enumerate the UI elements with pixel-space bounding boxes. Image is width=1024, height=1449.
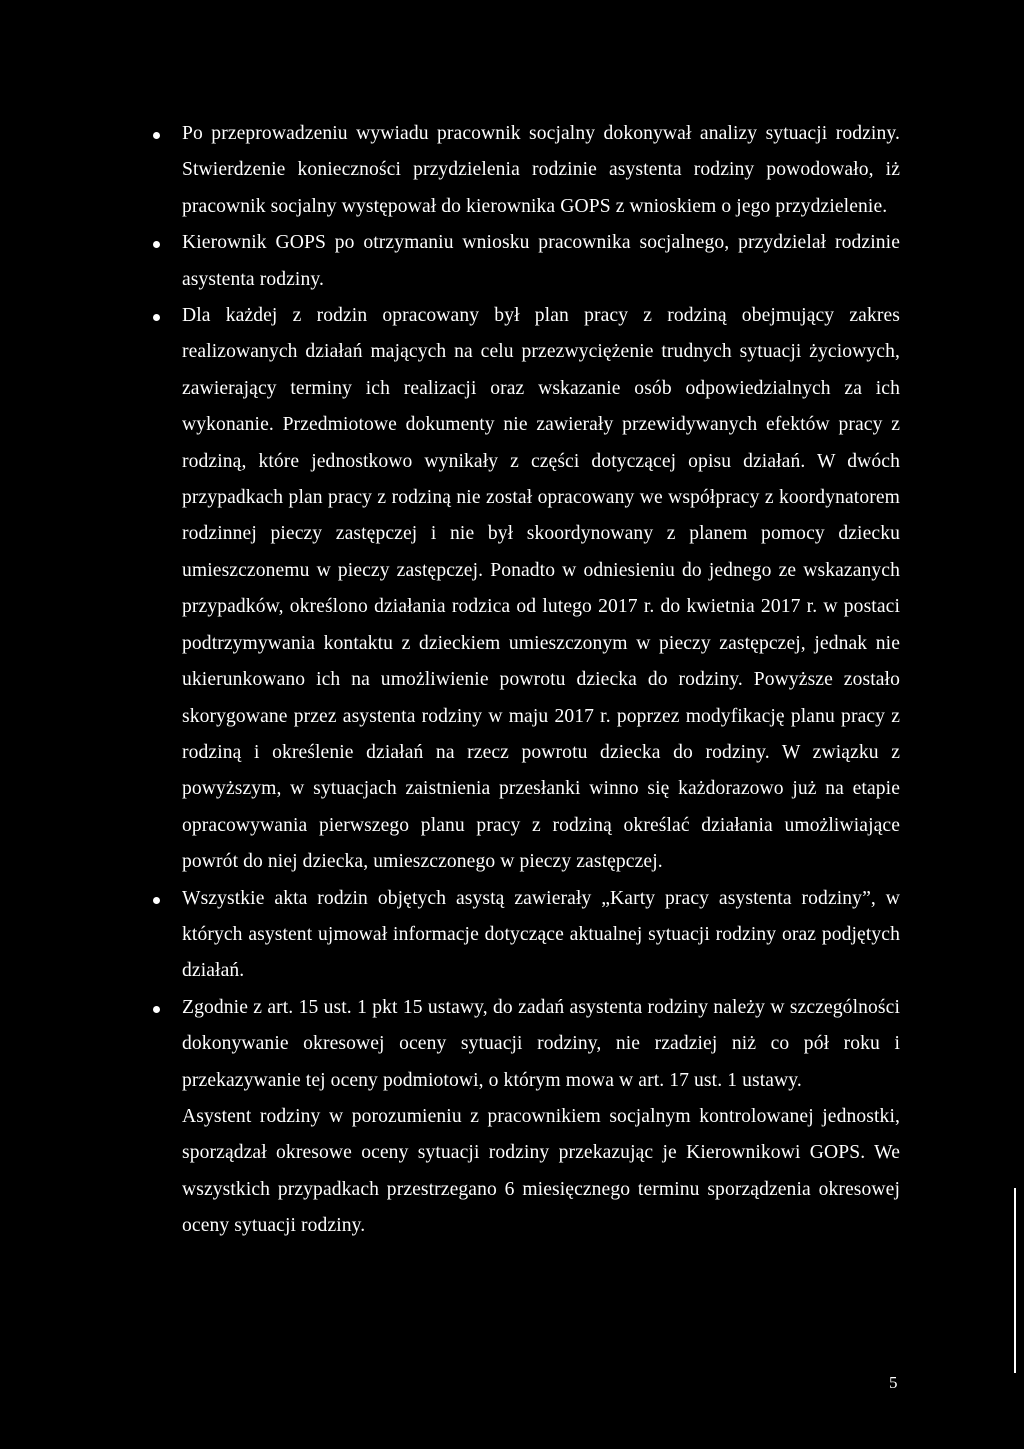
bullet-text: Po przeprowadzeniu wywiadu pracownik socjalny dokonywał analizy sytuacji rodziny. Stwierdzenie konieczności przydzielenia rodzinie asystenta rodziny powodowało, iż pracownik socjalny występował do kierownika GOPS z wnioskiem o jego przydzielenie. [182,123,900,217]
document-body [0,116,1024,1245]
bullet-item-legal-basis [0,990,900,1099]
bullet-item-analysis [0,116,900,225]
page-number: 5 [889,1373,898,1392]
bullet-item-work-cards [0,881,900,990]
bullet-item-work-plan [0,298,900,881]
closing-paragraph-text: Asystent rodziny w porozumieniu z pracownikiem socjalnym kontrolowanej jednostki, sporządzał okresowe oceny sytuacji rodziny przekazując je Kierownikowi GOPS. We wszystkich przypadkach przestrzegano 6 miesięcznego terminu sporządzenia okresowej oceny sytuacji rodziny. [182,1105,900,1237]
bullet-text: Zgodnie z art. 15 ust. 1 pkt 15 ustawy, do zadań asystenta rodziny należy w szczególności dokonywanie okresowej oceny sytuacji rodziny, nie rzadziej niż co pół roku i przekazywanie tej oceny podmiotowi, o którym mowa w art. 17 ust. 1 ustawy. [182,996,900,1091]
bullet-icon [153,314,160,321]
bullet-icon [153,1006,160,1013]
bullet-icon [153,897,160,904]
bullet-item-assignment [0,225,900,298]
closing-paragraph [0,1099,900,1245]
bullet-text: Kierownik GOPS po otrzymaniu wniosku pracownika socjalnego, przydzielał rodzinie asystenta rodziny. [182,232,900,290]
bullet-icon [153,241,160,248]
bullet-text: Dla każdej z rodzin opracowany był plan pracy z rodziną obejmujący zakres realizowanych działań mających na celu przezwyciężenie trudnych sytuacji życiowych, zawierający terminy ich realizacji oraz wskazanie osób odpowiedzialnych za ich wykonanie. Przedmiotowe dokumenty nie zawierały przewidywanych efektów pracy z rodziną, które jednostkowo wynikały z części dotyczącej opisu działań. W dwóch przypadkach plan pracy z rodziną nie został opracowany we współpracy z koordynatorem rodzinnej pieczy zastępczej i nie był skoordynowany z planem pomocy dziecku umieszczonemu w pieczy zastępczej. Ponadto w odniesieniu do jednego ze wskazanych przypadków, określono działania rodzica od lutego 2017 r. do kwietnia 2017 r. w postaci podtrzymywania kontaktu z dzieckiem umieszczonym w pieczy zastępczej, jednak nie ukierunkowano ich na umożliwienie powrotu dziecka do rodziny. Powyższe zostało skorygowane przez asystenta rodziny w maju 2017 r. poprzez modyfikację planu pracy z rodziną i określenie działań na rzecz powrotu dziecka do rodziny. W związku z powyższym, w sytuacjach zaistnienia przesłanki winno się każdorazowo już na etapie opracowywania pierwszego planu pracy z rodziną określać działania umożliwiające powrót do niej dziecka, umieszczonego w pieczy zastępczej. [182,305,900,873]
bullet-text: Wszystkie akta rodzin objętych asystą zawierały „Karty pracy asystenta rodziny”, w których asystent ujmował informacje dotyczące aktualnej sytuacji rodziny oraz podjętych działań. [182,887,900,982]
bullet-icon [153,132,160,139]
margin-change-bar [1014,1188,1016,1373]
